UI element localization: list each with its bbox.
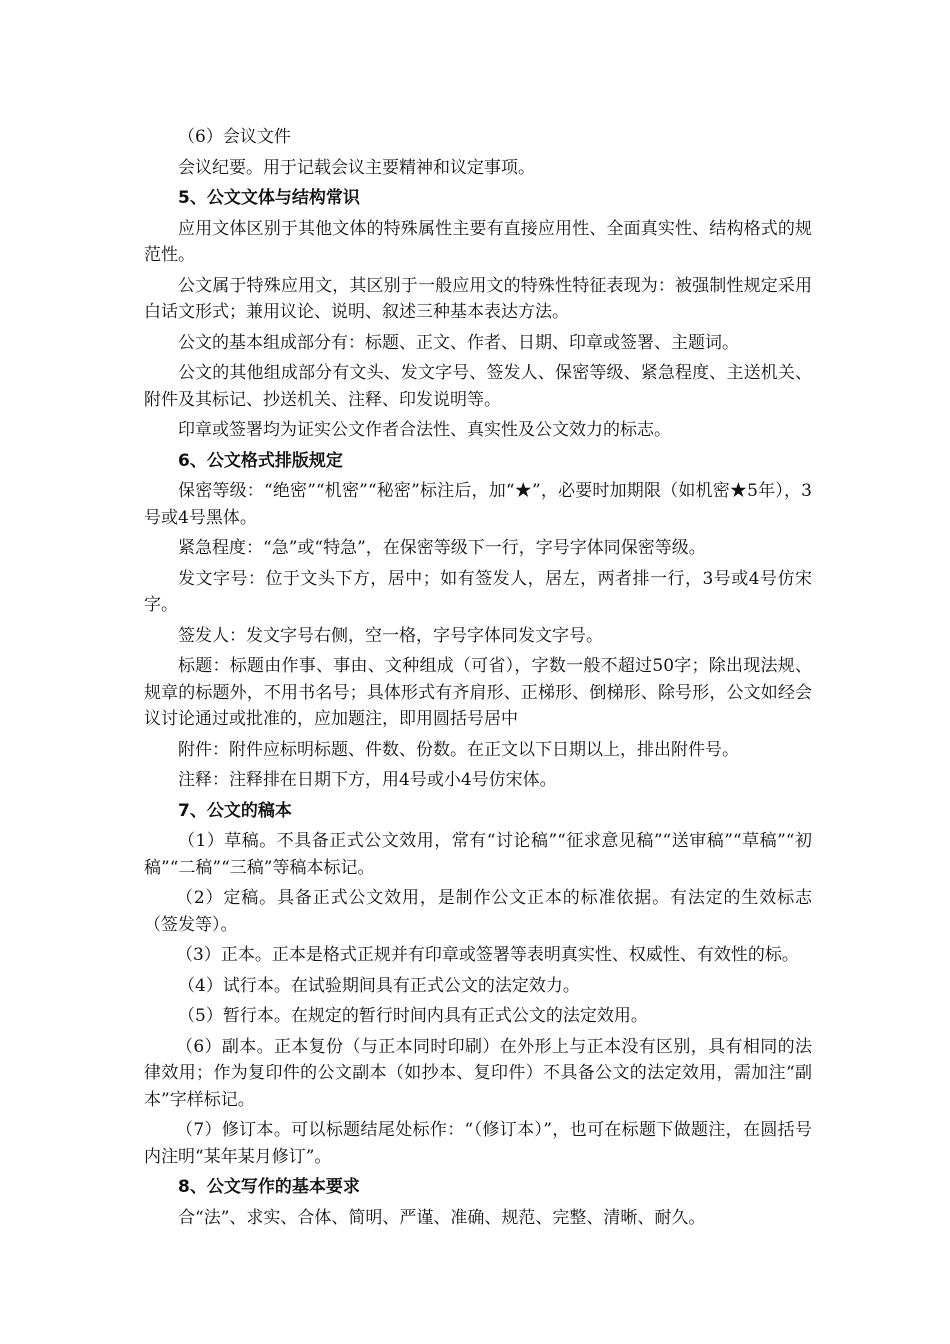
paragraph: 紧急程度：“急”或“特急”，在保密等级下一行，字号字体同保密等级。 [178,538,706,558]
paragraph: 合“法”、求实、合体、简明、严谨、准确、规范、完整、清晰、耐久。 [178,1207,706,1228]
paragraph: 应用文体区别于其他文体的特殊属性主要有直接应用性、全面真实性、结构格式的规范性。 [144,218,812,265]
paragraph: （4）试行本。在试验期间具有正式公文的法定效力。 [178,975,580,996]
paragraph: 附件：附件应标明标题、件数、份数。在正文以下日期以上，排出附件号。 [178,739,739,760]
section-heading-6: 6、公文格式排版规定 [178,450,343,471]
paragraph: 印章或签署均为证实公文作者合法性、真实性及公文效力的标志。 [178,420,671,440]
section-heading-8: 8、公文写作的基本要求 [178,1177,360,1197]
section-heading-7: 7、公文的稿本 [178,800,292,821]
document-body [144,124,812,1235]
paragraph: 标题：标题由作事、事由、文种组成（可省），字数一般不超过50字；除出现法规、规章的标题外，不用书名号；具体形式有齐肩形、正梯形、倒梯形、除号形，公文如经会议讨论通过或批准的，应加题注，即用圆括号居中 [144,656,812,729]
paragraph-meeting-minutes: 会议纪要。用于记载会议主要精神和议定事项。 [178,157,535,178]
paragraph: （3）正本。正本是格式正规并有印章或签署等表明真实性、权威性、有效性的标。 [176,945,799,965]
paragraph: （7）修订本。可以标题结尾处标作：“（修订本）”，也可在标题下做题注，在圆括号内注明“某年某月修订”。 [144,1120,812,1167]
paragraph: 公文的基本组成部分有：标题、正文、作者、日期、印章或签署、主题词。 [178,332,739,353]
paragraph: （5）暂行本。在规定的暂行时间内具有正式公文的法定效用。 [178,1006,648,1026]
paragraph-meeting-docs: （6）会议文件 [178,127,291,147]
paragraph: 保密等级：“绝密”“机密”“秘密”标注后，加“★”，必要时加期限（如机密★5年），3号或4号黑体。 [144,481,812,528]
paragraph: 公文的其他组成部分有文头、发文字号、签发人、保密等级、紧急程度、主送机关、附件及其标记、抄送机关、注释、印发说明等。 [144,363,812,410]
section-heading-5: 5、公文文体与结构常识 [178,188,360,208]
paragraph: 公文属于特殊应用文，其区别于一般应用文的特殊性特征表现为：被强制性规定采用白话文形式；兼用议论、说明、叙述三种基本表达方法。 [144,275,812,322]
paragraph: 注释：注释排在日期下方，用4号或小4号仿宋体。 [178,770,557,790]
paragraph: 发文字号：位于文头下方，居中；如有签发人，居左，两者排一行，3号或4号仿宋字。 [144,568,812,615]
paragraph: （1）草稿。不具备正式公文效用，常有“讨论稿”“征求意见稿”“送审稿”“草稿”“初稿”“二稿”“三稿”等稿本标记。 [144,831,812,878]
paragraph: （2）定稿。具备正式公文效用，是制作公文正本的标准依据。有法定的生效标志（签发等）。 [144,888,812,935]
paragraph: 签发人：发文字号右侧，空一格，字号字体同发文字号。 [178,625,603,646]
paragraph: （6）副本。正本复份（与正本同时印刷）在外形上与正本没有区别，具有相同的法律效用；作为复印件的公文副本（如抄本、复印件）不具备公文的法定效用，需加注“副本”字样标记。 [144,1036,812,1110]
